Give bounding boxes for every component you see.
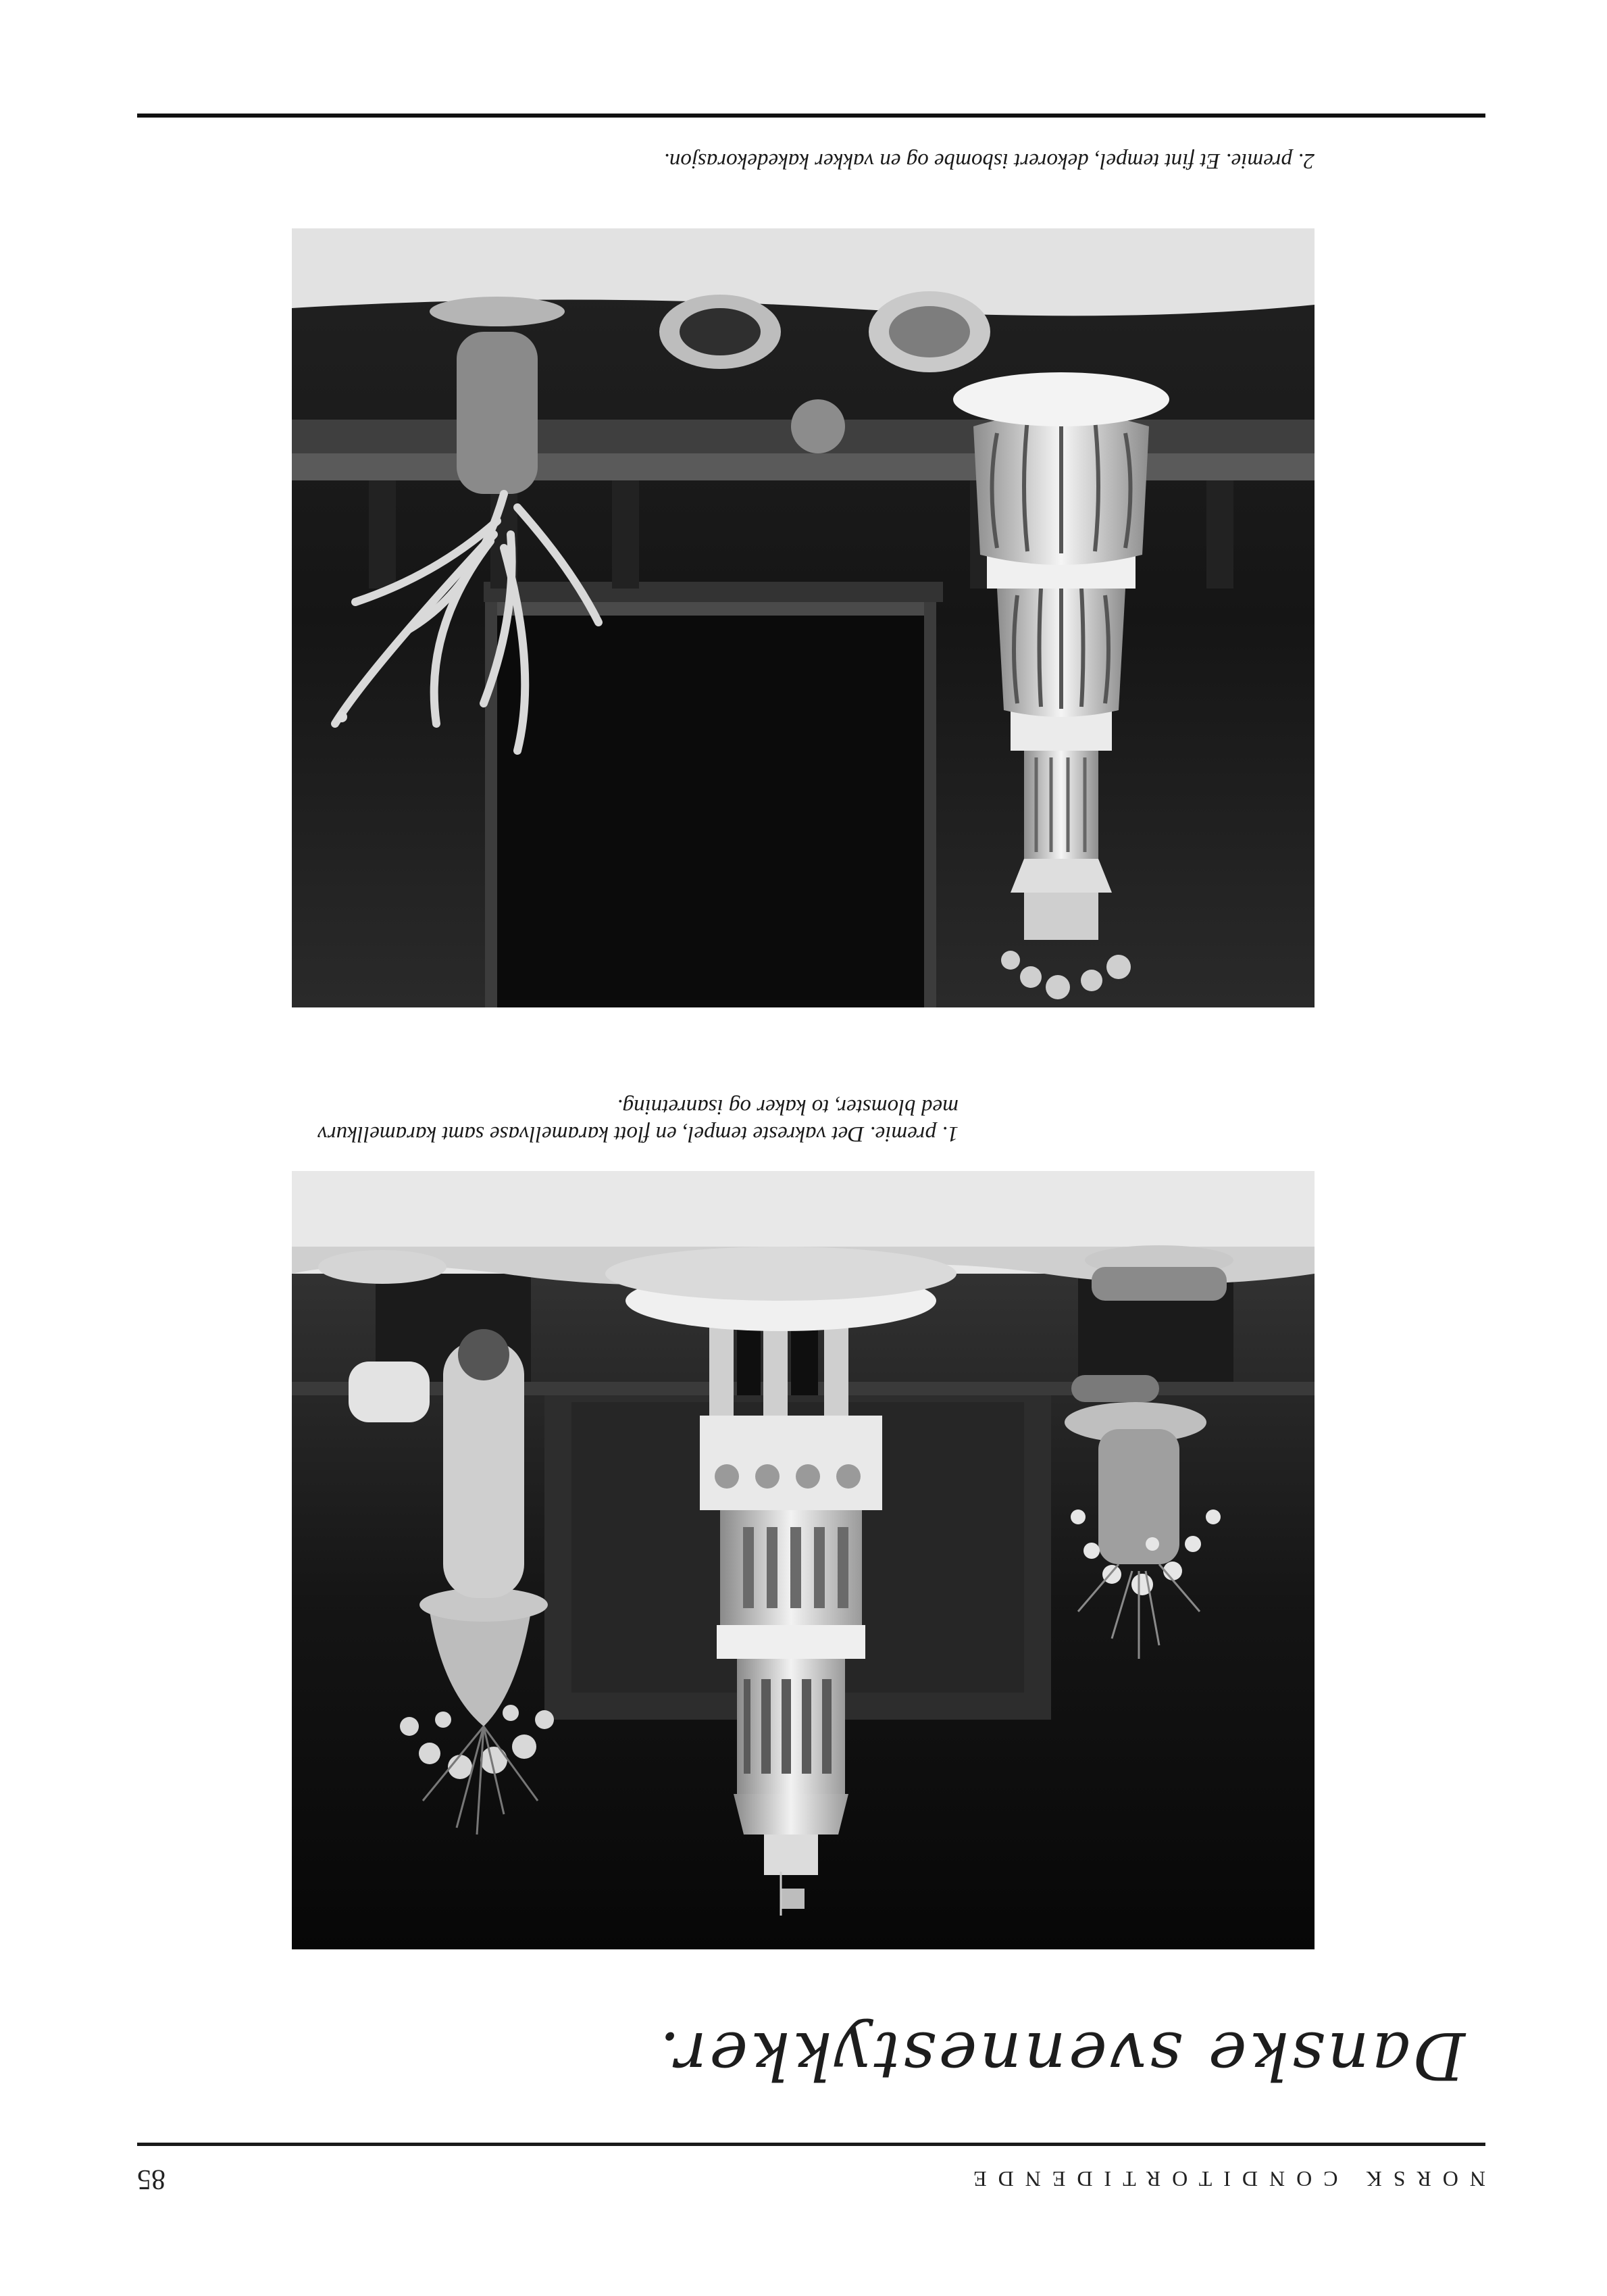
footer-rule xyxy=(137,114,1485,118)
page-number: 85 xyxy=(137,2164,165,2195)
header-rule xyxy=(137,2143,1485,2146)
caption-first-prize: 1. premie. Det vakreste tempel, en flott karamellvase samt karamellkurv med blomster, to kaker og isanretning. xyxy=(317,1095,959,1146)
page-header xyxy=(137,2151,1485,2195)
second-prize-image xyxy=(292,228,1315,1007)
article-title: Danske svennestykker. xyxy=(657,2018,1465,2093)
masthead: NORSK CONDITORTIDENDE xyxy=(962,2167,1485,2191)
first-prize-image xyxy=(292,1171,1315,1949)
photo-first-prize xyxy=(292,1171,1315,1949)
caption-second-prize: 2. premie. Et fint tempel, dekorert isbombe og en vakker kakedekorasjon. xyxy=(663,149,1315,173)
photo-second-prize xyxy=(292,228,1315,1007)
